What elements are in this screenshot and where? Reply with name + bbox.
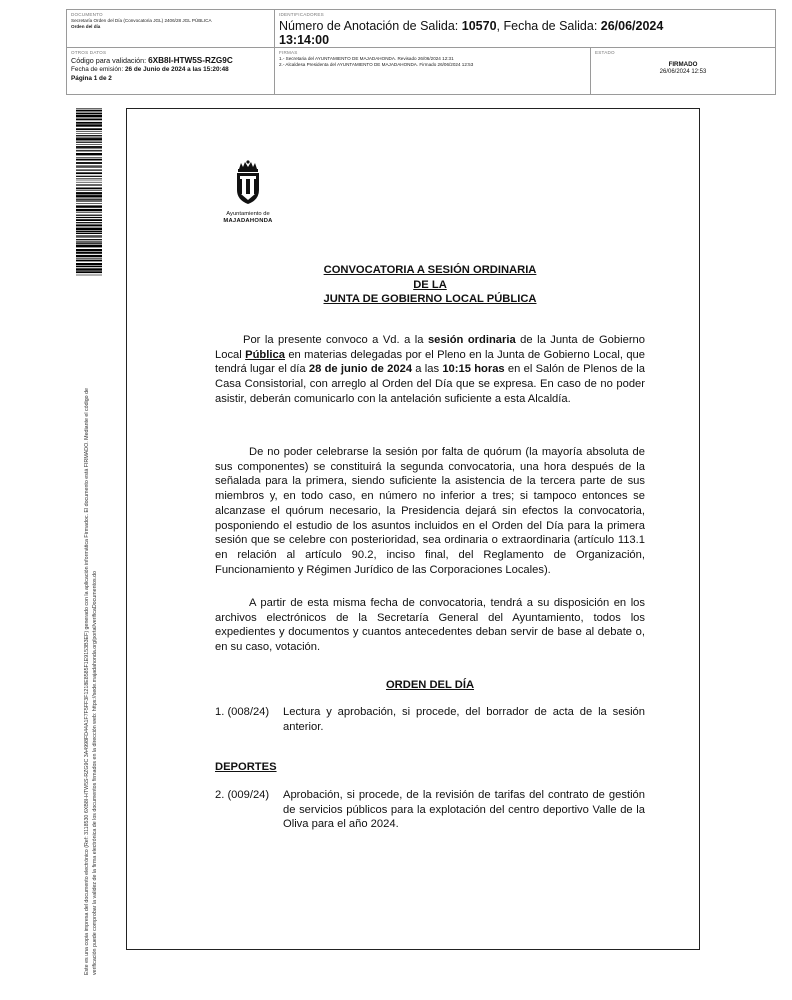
title-line1: CONVOCATORIA A SESIÓN ORDINARIA bbox=[323, 264, 537, 276]
emision-value: 26 de Junio de 2024 a las 15:20:48 bbox=[125, 66, 229, 73]
agenda-item-1-text: Lectura y aprobación, si procede, del borrador de acta de la sesión anterior. bbox=[283, 706, 645, 733]
otros-datos-label: OTROS DATOS bbox=[71, 50, 107, 55]
estado-cell bbox=[591, 48, 775, 94]
otros-datos-cell bbox=[67, 48, 275, 94]
documento-cell bbox=[67, 10, 275, 48]
salida-date: 26/06/2024 bbox=[600, 19, 664, 33]
status-date: 26/06/2024 12:53 bbox=[659, 69, 707, 75]
documento-line1: Secretaría Orden del Día (Convocatoria JGL) 2406/28 JGL PÚBLICA bbox=[71, 18, 212, 23]
firmas-cell bbox=[275, 48, 591, 94]
identificadores-cell bbox=[275, 10, 775, 48]
agenda-item-2-text: Aprobación, si procede, de la revisión de tarifas del contrato de gestión de servicios públicos para la explotación del centro deportivo Valle de la Oliva para el año 2024. bbox=[283, 789, 645, 831]
agenda-item-2-number: 2. (009/24) bbox=[215, 789, 270, 801]
title-line2: DE LA bbox=[413, 278, 447, 291]
firmas-label: FIRMAS bbox=[279, 50, 298, 55]
agenda-item-1-number: 1. (008/24) bbox=[215, 706, 270, 718]
document-title bbox=[215, 263, 645, 307]
logo-caption-line1: Ayuntamiento de bbox=[226, 211, 270, 217]
status-badge: FIRMADO bbox=[668, 61, 698, 68]
anotacion-salida: Número de Anotación de Salida: 10570, Fecha de Salida: 26/06/2024 13:14:00 bbox=[279, 19, 664, 47]
document-header bbox=[66, 9, 776, 95]
side-text-line2: verificación puede comprobar la validez de la firma electrónica de los documentos firmados en la dirección web: https://sede.majadahonda.org/portal/verificaDocumentos.do bbox=[91, 571, 98, 975]
page-number: Página 1 de 2 bbox=[71, 75, 112, 82]
documento-line2: Orden del día bbox=[71, 24, 101, 29]
orden-del-dia-title: ORDEN DEL DÍA bbox=[385, 679, 475, 691]
codigo-value: 6XB8I-HTW5S-RZG9C bbox=[148, 56, 233, 65]
section-deportes: DEPORTES bbox=[215, 761, 277, 773]
codigo-validacion: Código para validación: 6XB8I-HTW5S-RZG9C bbox=[71, 56, 233, 65]
ayuntamiento-logo bbox=[215, 160, 281, 232]
firma-1: 1.- Secretaria del AYUNTAMIENTO DE MAJADAHONDA. Revisado 26/06/2024 12:31 bbox=[279, 56, 454, 61]
paragraph-convocatoria: Por la presente convoco a Vd. a la sesión ordinaria de la Junta de Gobierno Local Pública en materias delegadas por el Pleno en la Junta de Gobierno Local, que tendrá lugar el día 28 de junio de 2024 a las 10:15 horas en el Salón de Plenos de la Casa Consistorial, con arreglo al Orden del Día que se expresa. En caso de no poder asistir, deberán comunicarlo con la antelación suficiente a esta Alcaldía. bbox=[215, 334, 645, 405]
barcode-icon bbox=[76, 108, 102, 276]
logo-caption-line2: MAJADAHONDA bbox=[223, 218, 273, 224]
fecha-emision: Fecha de emisión: 26 de Junio de 2024 a las 15:20:48 bbox=[71, 66, 229, 73]
documento-label: DOCUMENTO bbox=[71, 12, 103, 17]
coat-of-arms-icon bbox=[231, 160, 265, 206]
paragraph-disposicion: A partir de esta misma fecha de convocatoria, tendrá a su disposición en los archivos electrónicos de la Secretaría General del Ayuntamiento, todos los expedientes y documentos y cuantos antecedentes deban servir de base al debate o, en su caso, votación. bbox=[215, 597, 645, 654]
identificadores-label: IDENTIFICADORES bbox=[279, 12, 324, 17]
verification-side-text bbox=[84, 295, 99, 975]
firma-2: 2.- Alcaldesa Presidenta del AYUNTAMIENTO DE MAJADAHONDA. Firmado 26/06/2024 12:53 bbox=[279, 62, 474, 67]
paragraph-quorum: De no poder celebrarse la sesión por falta de quórum (la mayoría absoluta de sus componentes) se constituirá la segunda convocatoria, una hora después de la señalada para la primera, siendo suficiente la asistencia de la tercera parte de sus miembros y, en todo caso, en número no inferior a tres; si tampoco entonces se alcanzase el quórum necesario, la Presidencia dejará sin efectos la convocatoria, posponiendo el estudio de los asuntos incluidos en el Orden del Día para la primera sesión que se celebre con posterioridad, sea ordinaria o extraordinaria (artículo 113.1 en relación al artículo 90.2, inciso final, del Reglamento de Organización, Funcionamiento y Régimen Jurídico de las Corporaciones Locales). bbox=[215, 446, 645, 576]
side-text-line1: Este es una copia impresa del documento electrónico (Ref: 3118530 6XB8I-HTW5S-RZG9C 3A4998FD44A1F7F5FF3F1218E8585F1E9153B3EF) generado con la aplicación informática Firmadoc. El documento está FIRMADO. Mediante el código de bbox=[84, 388, 90, 975]
agenda-item-2 bbox=[215, 788, 645, 832]
salida-time: 13:14:00 bbox=[279, 33, 330, 47]
estado-label: ESTADO bbox=[595, 50, 615, 55]
agenda-item-1 bbox=[215, 705, 645, 734]
anotacion-number: 10570 bbox=[461, 19, 497, 33]
title-line3: JUNTA DE GOBIERNO LOCAL PÚBLICA bbox=[323, 293, 537, 306]
